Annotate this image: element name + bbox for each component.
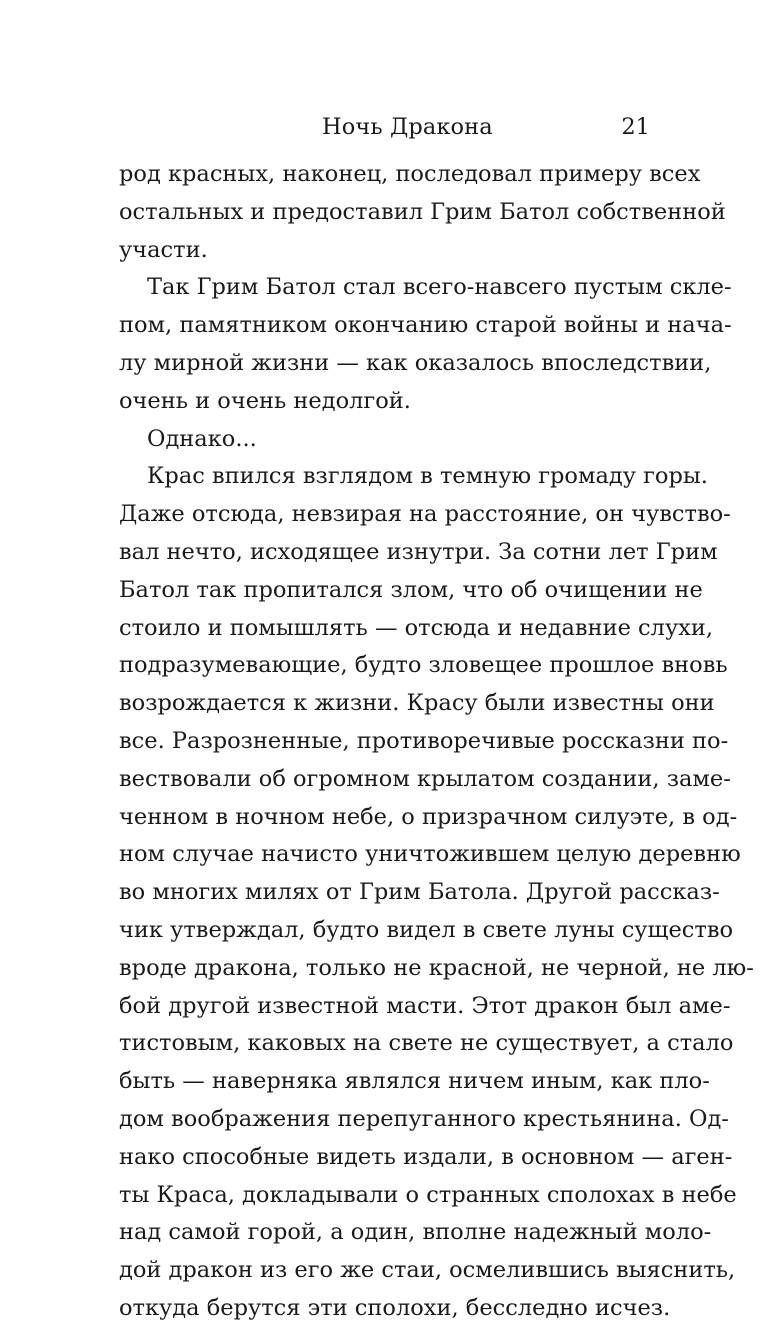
text-line: ты Краса, докладывали о странных сполохах в небе (119, 1181, 737, 1208)
text-line: откуда берутся эти сполохи, бесследно исчез. (119, 1294, 671, 1321)
text-line: Батол так пропитался злом, что об очищении не (119, 576, 703, 603)
page-number: 21 (621, 114, 650, 140)
book-page (119, 108, 754, 1328)
text-line: Так Грим Батол стал всего-навсего пустым скле- (147, 274, 732, 301)
text-line: стоило и помышлять — отсюда и недавние слухи, (119, 614, 714, 641)
text-line: Крас впился взглядом в темную громаду горы. (147, 463, 708, 490)
text-line: вал нечто, исходящее изнутри. За сотни лет Грим (119, 538, 718, 565)
paragraph (119, 156, 726, 269)
text-line: бой другой известной масти. Этот дракон был аме- (119, 992, 731, 1019)
text-line: лу мирной жизни — как оказалось впоследствии, (119, 349, 712, 376)
running-head (119, 108, 650, 156)
text-line: быть — наверняка являлся ничем иным, как пло- (119, 1068, 710, 1095)
text-line: тистовым, каковых на свете не существует, а стало (119, 1030, 734, 1057)
text-line: все. Разрозненные, противоречивые россказни по- (119, 727, 729, 754)
text-line: Даже отсюда, невзирая на расстояние, он чувство- (119, 501, 731, 528)
running-title: Ночь Дракона (322, 114, 493, 140)
paragraph (119, 269, 732, 420)
text-line: ченном в ночном небе, о призрачном силуэте, в од- (119, 803, 738, 830)
paragraph (119, 458, 754, 1327)
body-text (119, 156, 754, 1328)
text-line: нако способные видеть издали, в основном — аген- (119, 1143, 733, 1170)
text-line: участи. (119, 236, 208, 263)
text-line: вроде дракона, только не красной, не черной, не лю- (119, 954, 754, 981)
text-line: очень и очень недолгой. (119, 387, 411, 414)
text-line: ном случае начисто уничтожившем целую деревню (119, 841, 741, 868)
text-line: над самой горой, а один, вполне надежный моло- (119, 1219, 712, 1246)
text-line: во многих милях от Грим Батола. Другой рассказ- (119, 879, 720, 906)
text-line: пом, памятником окончанию старой войны и нача- (119, 312, 732, 339)
text-line: Однако... (147, 425, 257, 452)
text-line: остальных и предоставил Грим Батол собственной (119, 198, 726, 225)
text-line: вествовали об огромном крылатом создании, заме- (119, 765, 731, 792)
text-line: чик утверждал, будто видел в свете луны существо (119, 916, 734, 943)
text-line: дой дракон из его же стаи, осмелившись выяснить, (119, 1257, 736, 1284)
text-line: дом воображения перепуганного крестьянина. Од- (119, 1105, 729, 1132)
text-line: род красных, наконец, последовал примеру всех (119, 161, 701, 187)
text-line: подразумевающие, будто зловещее прошлое вновь (119, 652, 728, 679)
paragraph (119, 421, 650, 459)
text-line: возрождается к жизни. Красу были известны они (119, 690, 715, 717)
